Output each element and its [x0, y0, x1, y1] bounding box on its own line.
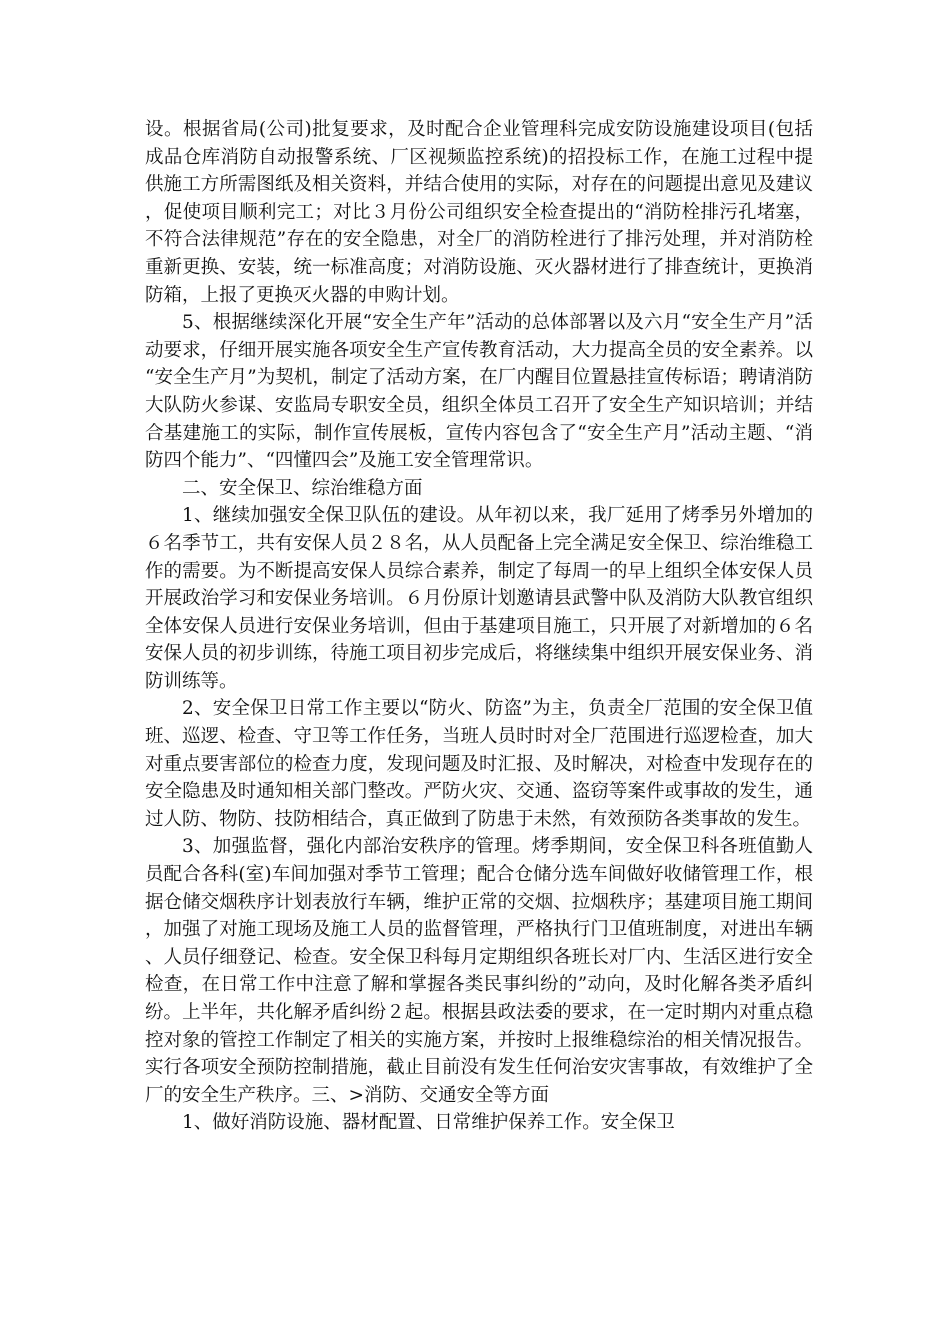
document-body — [145, 116, 813, 1137]
paragraph-item-1: 1、继续加强安全保卫队伍的建设。从年初以来，我厂延用了烤季另外增加的６名季节工，共有安保人员２８名，从人员配备上完全满足安全保卫、综治维稳工作的需要。为不断提高安保人员综合素养，制定了每周一的早上组织全体安保人员开展政治学习和安保业务培训。６月份原计划邀请县武警中队及消防大队教官组织全体安保人员进行安保业务培训，但由于基建项目施工，只开展了对新增加的６名安保人员的初步训练，待施工项目初步完成后，将继续集中组织开展安保业务、消防训练等。 — [145, 505, 813, 692]
paragraph-item-2: 2、安全保卫日常工作主要以“防火、防盗”为主，负责全厂范围的安全保卫值班、巡逻、检查、守卫等工作任务，当班人员时时对全厂范围进行巡逻检查，加大对重点要害部位的检查力度，发现问题及时汇报、及时解决，对检查中发现存在的安全隐患及时通知相关部门整改。严防火灾、交通、盗窃等案件或事故的发生，通过人防、物防、技防相结合，真正做到了防患于未然，有效预防各类事故的发生。 — [145, 698, 813, 830]
paragraph-item-3: 3、加强监督，强化内部治安秩序的管理。烤季期间，安全保卫科各班值勤人员配合各科(室)车间加强对季节工管理；配合仓储分选车间做好收储管理工作，根据仓储交烟秩序计划表放行车辆，维护正常的交烟、拉烟秩序；基建项目施工期间，加强了对施工现场及施工人员的监督管理，严格执行门卫值班制度，对进出车辆、人员仔细登记、检查。安全保卫科每月定期组织各班长对厂内、生活区进行安全检查，在日常工作中注意了解和掌握各类民事纠纷的”动向，及时化解各类矛盾纠纷。上半年，共化解矛盾纠纷２起。根据县政法委的要求，在一定时期内对重点稳控对象的管控工作制定了相关的实施方案，并按时上报维稳综治的相关情况报告。实行各项安全预防控制措施，截止目前没有发生任何治安灾害事故，有效维护了全厂的安全生产秩序。三、>消防、交通安全等方面 — [145, 836, 813, 1106]
paragraph-safety-facilities: 设。根据省局(公司)批复要求，及时配合企业管理科完成安防设施建设项目(包括成品仓库消防自动报警系统、厂区视频监控系统)的招投标工作，在施工过程中提供施工方所需图纸及相关资料，并结合使用的实际，对存在的问题提出意见及建议，促使项目顺利完工；对比３月份公司组织安全检查提出的“消防栓排污孔堵塞，不符合法律规范”存在的安全隐患，对全厂的消防栓进行了排污处理，并对消防栓重新更换、安装，统一标准高度；对消防设施、灭火器材进行了排查统计，更换消防箱，上报了更换灭火器的申购计划。 — [145, 119, 813, 306]
section-heading-2: 二、安全保卫、综治维稳方面 — [182, 477, 423, 499]
paragraph-fire-item-1: 1、做好消防设施、器材配置、日常维护保养工作。安全保卫 — [182, 1112, 675, 1134]
paragraph-item-5: 5、根据继续深化开展“安全生产年”活动的总体部署以及六月“安全生产月”活动要求，仔细开展实施各项安全生产宣传教育活动，大力提高全员的安全素养。以“安全生产月”为契机，制定了活动方案，在厂内醒目位置悬挂宣传标语；聘请消防大队防火参谋、安监局专职安全员，组织全体员工召开了安全生产知识培训；并结合基建施工的实际，制作宣传展板，宣传内容包含了“安全生产月”活动主题、“消防四个能力”、“四懂四会”及施工安全管理常识。 — [145, 312, 813, 472]
